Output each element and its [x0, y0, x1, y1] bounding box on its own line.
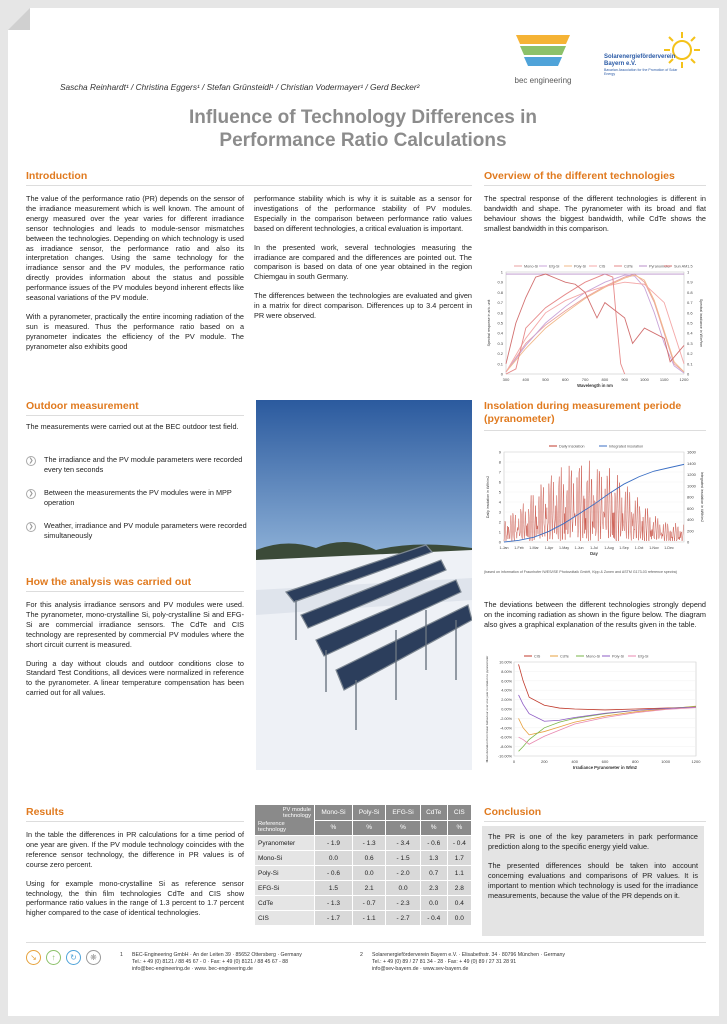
overview-rule [484, 185, 706, 186]
series-line-cis [506, 282, 684, 372]
outdoor-heading: Outdoor measurement [26, 400, 139, 412]
x-tick-label: 1-Jun [574, 546, 584, 550]
intro-paragraph-2: With a pyranometer, practically the entire incoming radiation of the sun is measured. Thus the performance ratio based on a pyranometer indicates the efficiency of the PV module. The pyranometer also exhibits good [26, 311, 244, 351]
y-tick-label: -8.00% [499, 745, 512, 750]
y-tick-label: 0.9 [497, 279, 503, 285]
table-row [255, 866, 472, 881]
legend-entry: Mono-Si [524, 264, 539, 269]
y-tick-label: -2.00% [499, 716, 512, 721]
sev-logo [604, 30, 714, 80]
x-tick-label: 1-Feb [514, 546, 524, 550]
y2-tick-label: 800 [687, 494, 694, 500]
results-heading: Results [26, 806, 64, 818]
y-tick-label: 8 [498, 459, 501, 465]
footer-number-1: 1 [120, 952, 123, 958]
table-cell: - 1.5 [386, 851, 420, 866]
table-cell: - 0.4 [447, 836, 471, 851]
series-line-cdte [506, 274, 625, 374]
y-tick-label: 0.4 [497, 330, 503, 336]
table-cell: 1.3 [420, 851, 447, 866]
y-tick-label: 0.6 [497, 310, 503, 316]
conclusion-box [482, 826, 704, 936]
table-cell: - 2.7 [386, 911, 420, 926]
intro-rule [26, 185, 472, 186]
outdoor-text: The measurements were carried out at the BEC outdoor test field. [26, 422, 239, 431]
outdoor-rule [26, 415, 244, 416]
y2-tick-label: 0.3 [687, 340, 693, 346]
conclusion-rule [484, 821, 706, 822]
y2-tick-label: 1400 [687, 460, 696, 466]
x-tick-label: 1-Jan [499, 546, 509, 550]
footer-rule [26, 942, 706, 943]
bec-logo [508, 30, 578, 85]
y-tick-label: 0.3 [497, 340, 503, 346]
test-field-photo-graphic [256, 400, 472, 770]
x-tick-label: 1000 [639, 377, 649, 382]
y2-tick-label: 1200 [687, 472, 696, 477]
insolation-heading-line-2: (pyranometer) [484, 413, 555, 425]
sev-logo-text-2: Bayern e.V. [604, 61, 637, 67]
y2-tick-label: 600 [687, 505, 694, 511]
y-tick-label: 2.00% [501, 698, 512, 703]
column-header: Poly-Si [352, 805, 385, 821]
refresh-icon: ↻ [66, 950, 81, 965]
unit-header: % [386, 820, 420, 836]
y2-tick-label: 1000 [687, 483, 696, 489]
x-tick-label: 1200 [679, 377, 689, 382]
table-row [255, 851, 472, 866]
intro-column-2 [254, 194, 472, 330]
table-cell: - 1.7 [315, 911, 353, 926]
row-label: CIS [255, 911, 315, 926]
x-tick-label: 300 [502, 377, 510, 382]
y-tick-label: 4 [498, 499, 501, 505]
x-tick-label: 400 [571, 759, 579, 764]
intro-column-1 [26, 194, 244, 361]
deviation-chart-svg [484, 648, 706, 773]
results-paragraph-2: Using for example mono-crystalline Si as reference sensor technology, the thin film technologies CdTe and CIS show performance ratio values in the range of 1.3 percent to 1.7 percent higher compared to the case of identical technologies. [26, 878, 244, 918]
y-tick-label: -4.00% [499, 726, 512, 731]
y2-tick-label: 1 [687, 269, 690, 275]
title-line-2: Performance Ratio Calculations [219, 130, 507, 151]
legend-entry: Daily insolation [559, 444, 585, 449]
x-tick-label: 700 [581, 377, 589, 382]
y2-tick-label: 0 [687, 539, 690, 545]
y2-tick-label: 0.7 [687, 300, 693, 306]
y-tick-label: 0 [500, 371, 503, 377]
y-tick-label: 10.00% [499, 660, 512, 665]
authors: Sascha Reinhardt¹ / Christina Eggers¹ / Stefan Grünsteidl¹ / Christian Vodermayer¹ / Gerd Becker² [60, 82, 420, 92]
address-2-line-2: Tel.: + 49 (0) 89 / 27 81 34 - 28 · Fax: + 49 (0) 89 / 27 31 28 91 [372, 959, 517, 965]
address-2-line-3: info@sev-bayern.de · www.sev-bayern.de [372, 966, 469, 972]
test-field-photo [256, 400, 472, 770]
y-tick-label: 3 [498, 509, 501, 515]
x-axis-label: Day [590, 551, 598, 556]
y2-tick-label: 0.1 [687, 361, 693, 367]
table-cell: - 0.7 [352, 896, 385, 911]
x-tick-label: 1-Sep [619, 546, 629, 550]
y-tick-label: 0.7 [497, 300, 503, 306]
legend-entry: Sun AM1.5 [674, 264, 693, 269]
legend-entry: Efg-Si [549, 264, 560, 269]
x-axis-label: Irradiance Pyranometer in W/m2 [573, 765, 637, 770]
bec-logo-text: bec engineering [514, 76, 572, 85]
spectral-chart-svg [484, 258, 706, 390]
y2-tick-label: 0.5 [687, 320, 693, 326]
y2-tick-label: 0.6 [687, 310, 693, 316]
insolation-chart-svg [484, 438, 706, 568]
y-tick-label: 8.00% [501, 669, 512, 674]
table-cell: - 1.9 [315, 836, 353, 851]
table-cell: 2.1 [352, 881, 385, 896]
x-tick-label: 800 [631, 759, 639, 764]
analysis-paragraph-1: For this analysis irradiance sensors and PV modules were used. The pyranometer, mono-crystalline Si, poly-crystalline Si and EFG-Si are commercial irradiance sensors. The CdTe and CIS technology are represented by commercial PV modules where the short circuit current is measured. [26, 600, 244, 649]
deviation-chart [484, 648, 706, 773]
y-tick-label: 5 [498, 489, 501, 495]
table-cell: - 3.4 [386, 836, 420, 851]
intro-paragraph-5: The differences between the technologies are evaluated and given in a matrix for direct comparison. Differences up to 3.4 percent in PR were observed. [254, 291, 472, 321]
unit-header: % [315, 820, 353, 836]
table-cell: - 0.6 [420, 836, 447, 851]
y-tick-label: 0.8 [497, 289, 503, 295]
y2-tick-label: 0 [687, 371, 690, 377]
x-tick-label: 1-Mar [529, 546, 539, 550]
y2-tick-label: 0.8 [687, 289, 693, 295]
table-cell: - 1.1 [352, 911, 385, 926]
x-tick-label: 900 [621, 377, 629, 382]
sev-logo-text-3: Bavarian Association for the Promotion of Solar Energy [604, 68, 678, 76]
x-tick-label: 1-Apr [544, 546, 554, 550]
bec-logo-graphic [508, 30, 578, 70]
bullet-text: The irradiance and the PV module parameters were recorded every ten seconds [44, 455, 243, 474]
intro-paragraph-3: performance stability which is why it is suitable as a sensor for investigations of the performance stability of PV modules. Especially in the comparison between performance ratio values based on different technologies, a critical evaluation is important. [254, 194, 472, 233]
legend-entry: Integrated insolation [609, 444, 644, 449]
table-cell: - 2.0 [386, 866, 420, 881]
series-line-cis [519, 664, 696, 710]
outdoor-bullet-3 [26, 521, 251, 541]
results-rule [26, 821, 244, 822]
column-header: CdTe [420, 805, 447, 821]
legend-entry: Mono-Si [586, 654, 601, 659]
spectral-chart [484, 258, 706, 390]
insolation-rule [484, 430, 706, 431]
y-tick-label: -6.00% [499, 735, 512, 740]
series-line-daily-insolation [504, 461, 684, 541]
insolation-caption: (based on information of Fraunhofer IWES/ISE Photovoltaik GmbH, Kipp & Zonen and ASTM G173-03 reference spectra) [484, 570, 677, 574]
table-cell: 0.0 [420, 896, 447, 911]
table-cell: 2.8 [447, 881, 471, 896]
results-text [26, 830, 244, 927]
title-line-1: Influence of Technology Differences in [188, 107, 538, 128]
table-cell: 0.0 [447, 911, 471, 926]
table-cell: 0.0 [315, 851, 353, 866]
up-arrow-icon: ↑ [46, 950, 61, 965]
insolation-heading-line-1: Insolation during measurement periode [484, 400, 682, 412]
footer-number-2: 2 [360, 952, 363, 958]
y-tick-label: 1 [500, 269, 503, 275]
conclusion-paragraph-1: The PR is one of the key parameters in park performance prediction along to the specific energy yield value. [488, 832, 698, 851]
conclusion-paragraph-2: The presented differences should be taken into account concerning evaluations and comparisons of PR values. It is important to mention which technology is used for the irradiance measurements, because the value of the PR depends on it. [488, 860, 698, 900]
arrow-icon: ↘ [26, 950, 41, 965]
results-table-body [255, 836, 472, 926]
row-label: Pyranometer [255, 836, 315, 851]
series-line-cdte [519, 706, 696, 735]
row-label: CdTe [255, 896, 315, 911]
legend-entry: Pyranometer [649, 264, 671, 269]
intro-paragraph-4: In the presented work, several technologies measuring the irradiance are compared and the differences are pointed out. The comparison is based on data of one year obtained in the region Chiemgau in south Germany. [254, 242, 472, 282]
arrow-right-icon: ❯ [26, 456, 36, 466]
y-tick-label: 1 [498, 529, 501, 535]
x-tick-label: 600 [601, 759, 609, 764]
column-header: CIS [447, 805, 471, 821]
overview-heading: Overview of the different technologies [484, 170, 675, 182]
y-axis-label: Mean deviation from linear behaviour over one year in relation to pyranometer [485, 655, 489, 763]
legend-entry: Efg-Si [638, 654, 649, 659]
table-row [255, 896, 472, 911]
insolation-heading [484, 400, 681, 426]
x-tick-label: 1-Aug [604, 546, 614, 550]
y2-tick-label: 0.2 [687, 351, 693, 357]
y-axis-label: Daily insolation in kWh/m2 [486, 475, 490, 519]
insolation-text: The deviations between the different technologies strongly depend on the incoming radiation as shown in the figure below. The diagram also gives a graphical explanation of the results given in the table. [484, 600, 706, 629]
x-tick-label: 1-Oct [634, 546, 644, 550]
y2-axis-label: Spectral irradiance in W/m²nm [699, 298, 703, 348]
overview-text: The spectral response of the different technologies is different in bandwidth and shape. The pyranometer with its broad and flat behaviour shows the biggest bandwidth, while CdTe shows the smallest bandwidth in this comparison. [484, 194, 706, 233]
sev-logo-text-1: Solarenergieförderverein [604, 54, 676, 60]
table-corner [255, 805, 315, 836]
y2-tick-label: 0.4 [687, 330, 693, 336]
sun-icon [662, 30, 702, 70]
row-label: Mono-Si [255, 851, 315, 866]
table-cell: - 2.3 [386, 896, 420, 911]
y-tick-label: 0 [498, 539, 501, 545]
results-paragraph-1: In the table the differences in PR calculations for a time period of one year are given. If the PV module technology coincides with the reference sensor technology, the difference in PR values is of course zero percent. [26, 830, 244, 869]
intro-heading: Introduction [26, 170, 88, 182]
x-tick-label: 200 [540, 759, 548, 764]
y2-tick-label: 1600 [687, 449, 696, 455]
analysis-rule [26, 591, 244, 592]
table-cell: 2.3 [420, 881, 447, 896]
address-1-line-2: Tel.: + 49 (0) 8121 / 88 45 67 - 0 · Fax: + 49 (0) 8121 / 88 45 67 - 88 [132, 959, 289, 965]
y2-axis-label: Integrated insolation in kWh/m2 [700, 471, 704, 523]
conclusion-heading: Conclusion [484, 806, 542, 818]
table-cell: 0.0 [352, 866, 385, 881]
y2-tick-label: 400 [687, 517, 694, 522]
y2-tick-label: 200 [687, 528, 694, 534]
x-tick-label: 1000 [661, 759, 671, 764]
table-cell: 1.7 [447, 851, 471, 866]
y-axis-label: Spectral response in arb. unit [487, 299, 491, 347]
legend-entry: CdTe [624, 264, 633, 269]
table-cell: - 0.6 [315, 866, 353, 881]
unit-header: % [352, 820, 385, 836]
x-tick-label: 1100 [659, 377, 669, 382]
x-axis-label: Wavelength in nm [577, 383, 613, 388]
y-tick-label: 0.2 [497, 351, 503, 357]
legend-entry: Poly-Si [574, 264, 587, 269]
legend-entry: CdTe [560, 654, 569, 659]
legend-entry: CIS [534, 654, 541, 659]
table-row [255, 911, 472, 926]
y-tick-label: 0.00% [501, 707, 512, 712]
poster-title [108, 106, 618, 152]
table-cell: 0.0 [386, 881, 420, 896]
arrow-right-icon: ❯ [26, 522, 36, 532]
y-tick-label: -10.00% [497, 754, 512, 759]
table-cell: 0.7 [420, 866, 447, 881]
table-row [255, 836, 472, 851]
address-1-line-1: BEC-Engineering GmbH · An der Leiten 39 · 85652 Ottersberg · Germany [132, 952, 302, 958]
y-tick-label: 6.00% [501, 679, 512, 684]
gear-icon: ❋ [86, 950, 101, 965]
poster [8, 8, 719, 1016]
x-tick-label: 400 [522, 377, 530, 382]
table-cell: 0.6 [352, 851, 385, 866]
y-tick-label: 0.5 [497, 320, 503, 326]
x-tick-label: 0 [512, 759, 516, 764]
table-cell: 1.5 [315, 881, 353, 896]
legend-entry: Poly-Si [612, 654, 625, 659]
x-tick-label: 600 [561, 377, 569, 382]
address-2-line-1: Solarenergieförderverein Bayern e.V. · Elisabethstr. 34 · 80796 München · Germany [372, 952, 566, 958]
outdoor-bullet-2 [26, 488, 251, 508]
footer-address-1 [132, 952, 302, 973]
analysis-heading: How the analysis was carried out [26, 576, 192, 588]
x-tick-label: 1200 [691, 759, 701, 764]
address-1-line-3: info@bec-engineering.de · www. bec-engineering.de [132, 966, 253, 972]
y-tick-label: 0.1 [497, 361, 503, 367]
outdoor-bullet-1 [26, 455, 251, 475]
table-row [255, 881, 472, 896]
table-cell: 1.1 [447, 866, 471, 881]
legend-entry: CIS [599, 264, 606, 269]
footer-address-2 [372, 952, 565, 973]
x-tick-label: 1-May [559, 546, 569, 550]
column-header: Mono-Si [315, 805, 353, 821]
analysis-paragraph-2: During a day without clouds and outdoor conditions close to Standard Test Conditions, all devices were normalized in reference to the pyranometer. A linear temperature compensation has been carried out for all values. [26, 658, 244, 698]
row-label: EFG-Si [255, 881, 315, 896]
bullet-text: Between the measurements the PV modules were in MPP operation [44, 488, 232, 507]
analysis-text [26, 600, 244, 707]
arrow-right-icon: ❯ [26, 489, 36, 499]
unit-header: % [447, 820, 471, 836]
corner-top-label: PV module technology [282, 807, 311, 819]
x-tick-label: 1-Nov [649, 546, 659, 550]
x-tick-label: 800 [601, 377, 609, 382]
row-label: Poly-Si [255, 866, 315, 881]
y-tick-label: 9 [498, 449, 501, 455]
unit-header: % [420, 820, 447, 836]
x-tick-label: 500 [542, 377, 549, 382]
results-table [254, 804, 472, 926]
y-tick-label: 6 [498, 479, 501, 485]
table-cell: - 1.3 [352, 836, 385, 851]
table-cell: - 0.4 [420, 911, 447, 926]
table-cell: - 1.3 [315, 896, 353, 911]
x-tick-label: 1-Jul [590, 546, 598, 550]
column-header: EFG-Si [386, 805, 420, 821]
x-tick-label: 1-Dec [664, 546, 674, 550]
corner-bottom-label: Reference technology [258, 821, 287, 833]
folded-corner [8, 8, 30, 30]
y-tick-label: 4.00% [501, 688, 512, 693]
y-tick-label: 7 [498, 469, 501, 475]
y2-tick-label: 0.9 [687, 279, 693, 285]
intro-paragraph-1: The value of the performance ratio (PR) depends on the sensor of the irradiance measurement which is well known. The amount of energy measured over the year varies for different irradiance sensor technologies and leads to module-sensor mismatches between the technologies. Depending on which technology is used as irradiance sensor, the performance ratio and also its interpretation changes. Using the same technology for the irradiance sensor and the PV modules, the performance ratio directly provides information about the status and possible performance issues of the PV modules beyond inherent effects like seasonal variations of the PV module. [26, 194, 244, 303]
insolation-chart [484, 438, 706, 568]
y-tick-label: 2 [498, 519, 501, 525]
table-cell: 0.4 [447, 896, 471, 911]
bullet-text: Weather, irradiance and PV module parameters were recorded simultaneously [44, 521, 247, 540]
